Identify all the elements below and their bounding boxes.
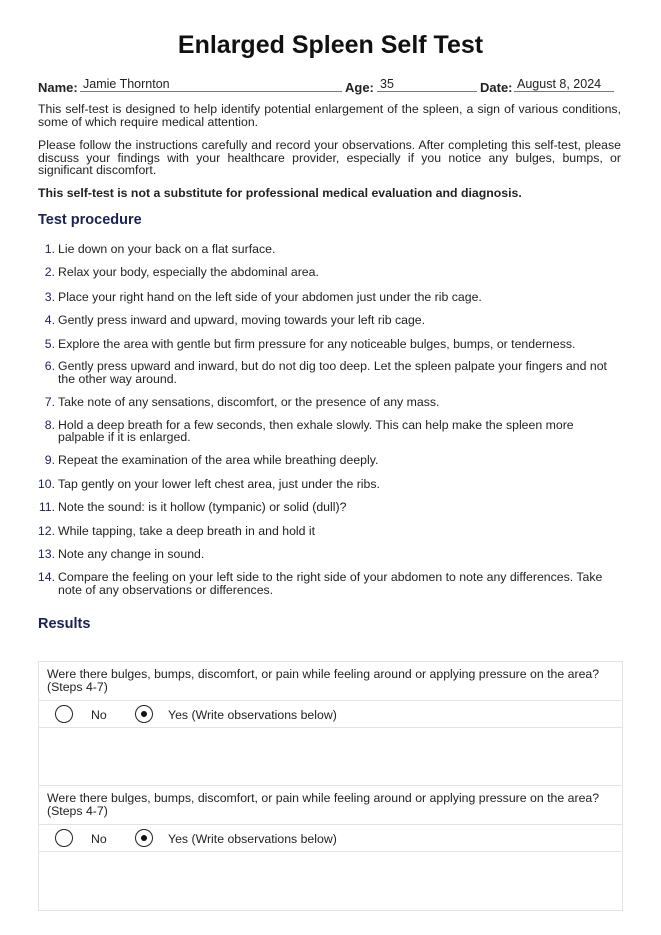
step-text: Take note of any sensations, discomfort, or the presence of any mass. [58, 394, 440, 409]
observations-input[interactable] [39, 852, 622, 910]
disclaimer: This self-test is not a substitute for professional medical evaluation and diagnosis. [38, 186, 522, 200]
answer-options-row [39, 825, 622, 852]
step-text: Repeat the examination of the area while breathing deeply. [58, 453, 379, 467]
step-text: Relax your body, especially the abdominal area. [58, 265, 319, 279]
radio-yes[interactable] [135, 829, 153, 847]
option-no-label: No [91, 832, 107, 846]
procedure-step [30, 396, 620, 409]
step-text: Hold a deep breath for a few seconds, then exhale slowly. This can help make the spleen more palpable if it is enlarged. [58, 417, 574, 444]
step-number: 6. [44, 359, 55, 373]
step-text: Lie down on your back on a flat surface. [58, 242, 276, 256]
procedure-step [30, 360, 620, 385]
observations-input[interactable] [39, 728, 622, 785]
procedure-step [30, 571, 620, 596]
step-text: Gently press upward and inward, but do not dig too deep. Let the spleen palpate your fingers and not the other way around. [58, 359, 607, 386]
step-number: 14. [37, 570, 55, 584]
procedure-steps-list [30, 243, 620, 596]
procedure-step [30, 419, 620, 444]
step-text: Explore the area with gentle but firm pressure for any noticeable bulges, bumps, or tenderness. [58, 336, 576, 351]
question-cell: Were there bulges, bumps, discomfort, or pain while feeling around or applying pressure on the area? (Steps 4-7) [39, 786, 622, 825]
radio-no[interactable] [55, 705, 73, 723]
step-number: 1. [44, 242, 55, 256]
procedure-step [30, 525, 620, 538]
step-text: Note the sound: is it hollow (tympanic) or solid (dull)? [58, 500, 347, 514]
step-text: Gently press inward and upward, moving towards your left rib cage. [58, 313, 426, 327]
date-label: Date: [480, 80, 513, 95]
name-field[interactable]: Jamie Thornton [80, 77, 342, 92]
radio-no[interactable] [55, 829, 73, 847]
step-number: 9. [44, 453, 55, 467]
age-label: Age: [345, 80, 374, 95]
step-text: Note any change in sound. [58, 547, 205, 561]
procedure-step [30, 266, 620, 279]
step-number: 3. [44, 289, 55, 304]
procedure-step [30, 314, 620, 327]
test-procedure-heading: Test procedure [38, 212, 142, 228]
procedure-step [30, 454, 620, 467]
procedure-step [30, 478, 620, 491]
step-text: Compare the feeling on your left side to the right side of your abdomen to note any differences. Take note of any observations or differences. [58, 570, 603, 597]
step-number: 11. [38, 500, 55, 514]
step-number: 13. [37, 547, 55, 561]
date-field[interactable]: August 8, 2024 [514, 77, 614, 92]
results-table [38, 661, 623, 911]
procedure-step [30, 548, 620, 561]
observations-cell [39, 728, 622, 786]
step-number: 5. [44, 336, 55, 351]
step-text: Tap gently on your lower left chest area, just under the ribs. [58, 476, 380, 491]
step-number: 4. [44, 313, 55, 327]
answer-options-row [39, 701, 622, 728]
procedure-step [30, 291, 620, 304]
step-number: 10. [37, 476, 55, 491]
age-field[interactable]: 35 [377, 77, 477, 92]
step-text: While tapping, take a deep breath in and hold it [58, 523, 316, 538]
step-number: 8. [44, 417, 55, 432]
patient-info-row [38, 77, 628, 97]
observations-cell [39, 852, 622, 910]
option-yes-label: Yes (Write observations below) [168, 708, 337, 722]
instructions-paragraph: Please follow the instructions carefully and record your observations. After completing this self-test, please discuss your findings with your healthcare provider, especially if you notice any bulges, bumps, or significant discomfort. [38, 138, 621, 177]
procedure-step [30, 243, 620, 256]
intro-paragraph: This self-test is designed to help identify potential enlargement of the spleen, a sign of various conditions, some of which require medical attention. [38, 102, 621, 129]
radio-yes[interactable] [135, 705, 153, 723]
step-number: 2. [44, 265, 55, 279]
question-cell: Were there bulges, bumps, discomfort, or pain while feeling around or applying pressure on the area? (Steps 4-7) [39, 662, 622, 701]
step-number: 7. [44, 394, 55, 409]
step-text: Place your right hand on the left side of your abdomen just under the rib cage. [58, 289, 482, 304]
option-yes-label: Yes (Write observations below) [168, 832, 337, 846]
results-heading: Results [38, 616, 91, 632]
step-number: 12. [37, 523, 55, 538]
option-no-label: No [91, 708, 107, 722]
procedure-step [30, 338, 620, 351]
procedure-step [30, 501, 620, 514]
document-title: Enlarged Spleen Self Test [177, 31, 484, 59]
name-label: Name: [38, 80, 78, 95]
